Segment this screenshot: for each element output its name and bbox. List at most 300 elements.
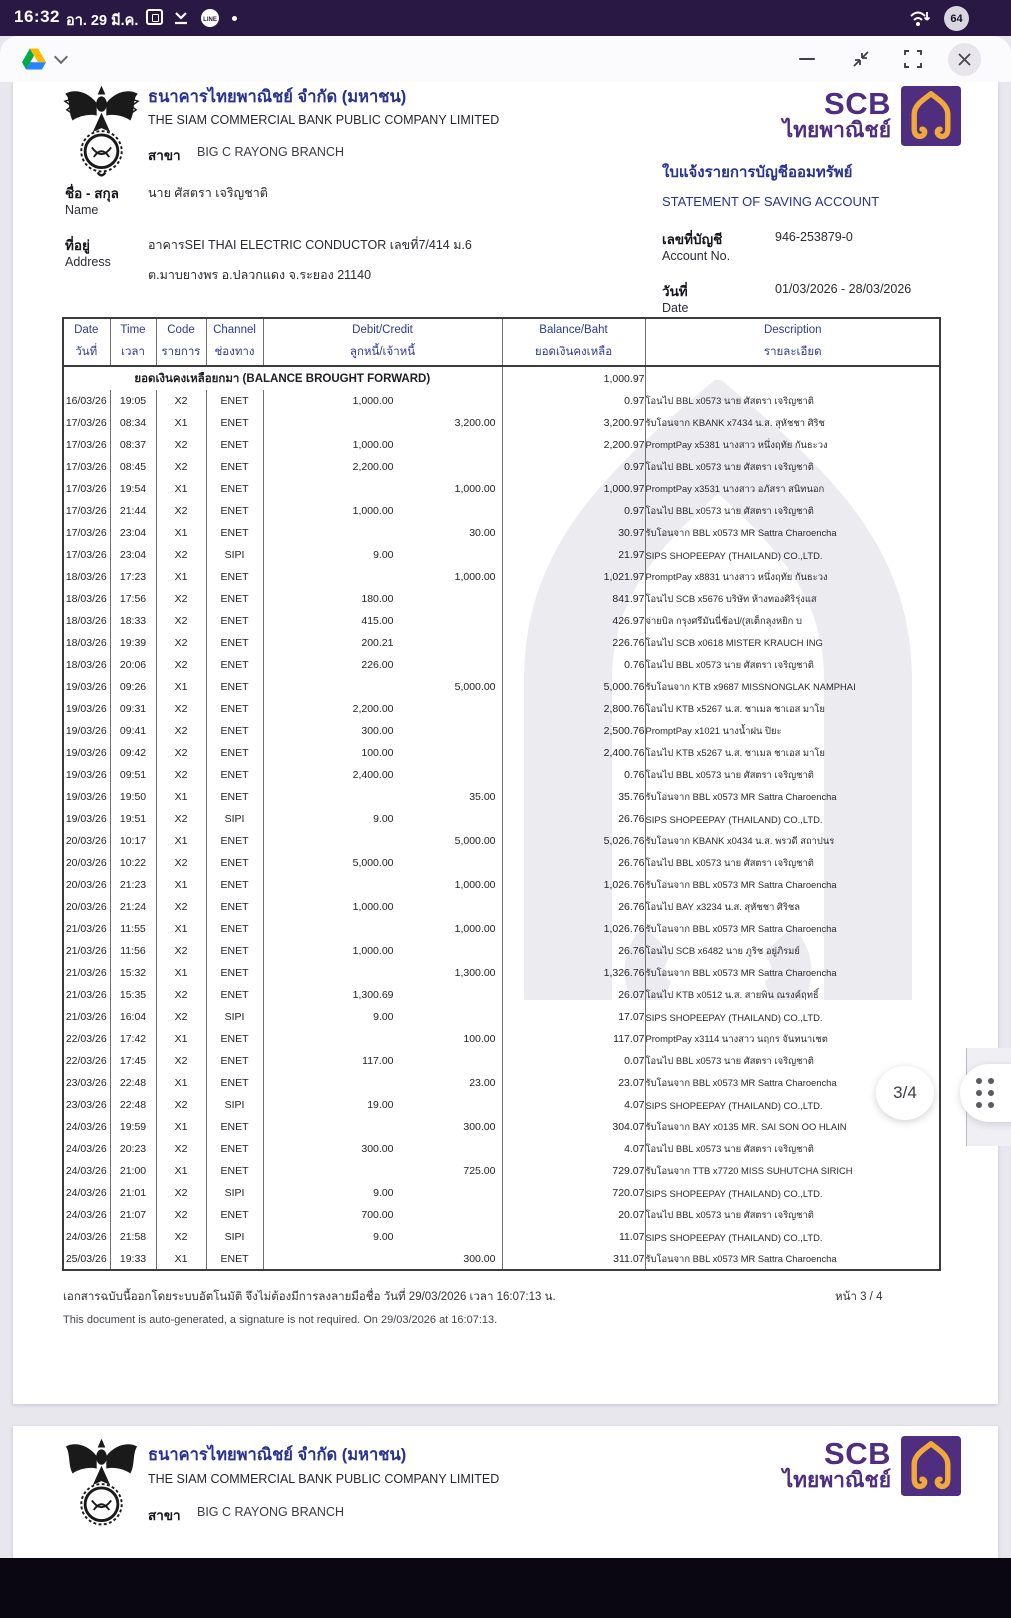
cell-channel: ENET [206, 764, 263, 786]
cell-description: รับโอนจาก KBANK x0434 น.ส. พรวดี สถาปนร [645, 830, 940, 852]
cell-debit-credit: 1,000.00 [263, 478, 502, 500]
cell-code: X2 [156, 632, 206, 654]
cell-date: 24/03/26 [65, 1187, 107, 1199]
notification-dot [232, 16, 237, 21]
cell-date: 19/03/26 [65, 813, 107, 825]
cell-time: 08:34 [110, 412, 156, 434]
cell-date: 22/03/26 [65, 1033, 107, 1045]
battery-level: 64 [944, 6, 969, 31]
statement-title-thai: ใบแจ้งรายการบัญชีออมทรัพย์ [662, 164, 853, 181]
cell-description: รับโอนจาก BBL x0573 MR Sattra Charoencha [645, 962, 940, 984]
footer-note-thai: เอกสารฉบับนี้ออกโดยระบบอัตโนมัติ จึงไม่ต้องมีการลงลายมือชื่อ วันที่ 29/03/2026 เวลา 16:07:13 น. [63, 1291, 556, 1303]
cell-description: SIPS SHOPEEPAY (THAILAND) CO.,LTD. [645, 1006, 940, 1028]
cell-balance: 720.07 [502, 1182, 645, 1204]
cell-debit-credit: 2,400.00 [263, 764, 502, 786]
cell-time: 11:55 [110, 918, 156, 940]
cell-date: 21/03/26 [65, 1011, 107, 1023]
cell-debit-credit: 1,000.00 [263, 896, 502, 918]
cell-time: 15:35 [110, 984, 156, 1006]
close-button[interactable] [948, 43, 981, 76]
cell-code: X2 [156, 654, 206, 676]
transaction-row [63, 412, 940, 434]
drive-app-menu[interactable] [22, 45, 84, 73]
cell-debit-credit: 117.00 [263, 1050, 502, 1072]
cell-channel: ENET [206, 1050, 263, 1072]
cell-channel: ENET [206, 610, 263, 632]
cell-code: X1 [156, 918, 206, 940]
cell-code: X1 [156, 478, 206, 500]
transaction-row [63, 852, 940, 874]
cell-description: โอนไป BBL x0573 นาย ศัสตรา เจริญชาติ [645, 1050, 940, 1072]
cell-code: X1 [156, 676, 206, 698]
cell-channel: SIPI [206, 1226, 263, 1248]
cell-date: 18/03/26 [65, 659, 107, 671]
cell-date: 18/03/26 [65, 637, 107, 649]
transaction-row [63, 1028, 940, 1050]
minimize-button[interactable] [792, 46, 822, 72]
cell-time: 19:33 [110, 1248, 156, 1270]
footer-note-english: This document is auto-generated, a signature is not required. On 29/03/2026 at 16:07:13. [63, 1314, 498, 1326]
cell-date: 16/03/26 [65, 395, 107, 407]
transaction-row [63, 522, 940, 544]
transaction-row [63, 544, 940, 566]
date-label-english: Date [662, 301, 689, 315]
transactions-body [63, 366, 940, 1270]
transaction-row [63, 478, 940, 500]
transaction-row [63, 720, 940, 742]
account-number: 946-253879-0 [775, 230, 853, 244]
cell-balance: 1,000.97 [502, 478, 645, 500]
cell-code: X1 [156, 786, 206, 808]
cell-description: โอนไป BBL x0573 นาย ศัสตรา เจริญชาติ [645, 654, 940, 676]
cell-debit-credit: 2,200.00 [263, 456, 502, 478]
cell-channel: ENET [206, 1028, 263, 1050]
cell-balance: 35.76 [502, 786, 645, 808]
cell-code: X2 [156, 720, 206, 742]
cell-balance: 26.76 [502, 808, 645, 830]
cell-debit-credit: 9.00 [263, 808, 502, 830]
cell-channel: ENET [206, 918, 263, 940]
cell-balance: 2,200.97 [502, 434, 645, 456]
transaction-row [63, 1006, 940, 1028]
cell-balance: 0.97 [502, 390, 645, 412]
cell-channel: ENET [206, 390, 263, 412]
cell-date: 25/03/26 [65, 1253, 107, 1265]
status-date: อา. 29 มี.ค. [66, 13, 139, 29]
cell-time: 10:17 [110, 830, 156, 852]
transaction-row [63, 390, 940, 412]
transaction-row [63, 1226, 940, 1248]
cell-channel: ENET [206, 1138, 263, 1160]
cell-balance: 304.07 [502, 1116, 645, 1138]
cell-code: X2 [156, 1050, 206, 1072]
status-time: 16:32 [14, 7, 60, 26]
cell-description: PromptPay x8831 นางสาว หนึ่งฤทัย กันธะวง [645, 566, 940, 588]
line-notification-icon [200, 8, 220, 28]
svg-text:LINE: LINE [203, 17, 217, 23]
cell-debit-credit: 35.00 [263, 786, 502, 808]
column-header: Debit/Credit ลูกหนี้/เจ้าหนี้ [263, 318, 502, 366]
cell-balance: 21.97 [502, 544, 645, 566]
transaction-row [63, 434, 940, 456]
cell-description: จ่ายบิล กรุงศรีมันนี่ช้อป/(สเต็กลุงหยิก บ [645, 610, 940, 632]
cell-time: 21:24 [110, 896, 156, 918]
cell-balance: 841.97 [502, 588, 645, 610]
address-line-2: ต.มาบยางพร อ.ปลวกแดง จ.ระยอง 21140 [148, 268, 372, 282]
cell-channel: ENET [206, 522, 263, 544]
cell-code: X1 [156, 962, 206, 984]
cell-balance: 26.07 [502, 984, 645, 1006]
cell-time: 19:50 [110, 786, 156, 808]
statement-date-range: 01/03/2026 - 28/03/2026 [775, 282, 912, 296]
cell-debit-credit: 100.00 [263, 742, 502, 764]
cell-date: 18/03/26 [65, 593, 107, 605]
cell-time: 23:04 [110, 522, 156, 544]
cell-balance: 4.07 [502, 1138, 645, 1160]
cell-date: 21/03/26 [65, 945, 107, 957]
cell-date: 21/03/26 [65, 923, 107, 935]
cell-debit-credit: 300.00 [263, 1138, 502, 1160]
cell-code: X2 [156, 808, 206, 830]
cell-channel: ENET [206, 874, 263, 896]
transaction-row [63, 962, 940, 984]
transaction-row [63, 764, 940, 786]
cell-channel: ENET [206, 654, 263, 676]
cell-code: X2 [156, 896, 206, 918]
cell-date: 17/03/26 [65, 549, 107, 561]
cell-channel: ENET [206, 1204, 263, 1226]
cell-date: 18/03/26 [65, 571, 107, 583]
cell-time: 09:41 [110, 720, 156, 742]
transaction-row [63, 918, 940, 940]
table-header-row [63, 318, 940, 366]
column-header: Channel ช่องทาง [206, 318, 263, 366]
transactions-table [63, 318, 940, 1270]
cell-debit-credit: 3,200.00 [263, 412, 502, 434]
cell-channel: SIPI [206, 808, 263, 830]
cell-description: โอนไป KTB x5267 น.ส. ชาเมล ชาเอส มาโย [645, 742, 940, 764]
cell-code: X1 [156, 1116, 206, 1138]
cell-time: 08:45 [110, 456, 156, 478]
cell-code: X1 [156, 830, 206, 852]
cell-debit-credit: 1,000.00 [263, 566, 502, 588]
cell-code: X2 [156, 500, 206, 522]
cell-code: X2 [156, 742, 206, 764]
cell-time: 17:56 [110, 588, 156, 610]
transaction-row [63, 808, 940, 830]
transaction-row [63, 830, 940, 852]
transaction-row [63, 632, 940, 654]
cell-debit-credit: 5,000.00 [263, 676, 502, 698]
cell-channel: ENET [206, 720, 263, 742]
cell-description: โอนไป BBL x0573 นาย ศัสตรา เจริญชาติ [645, 390, 940, 412]
cell-debit-credit: 9.00 [263, 1006, 502, 1028]
cell-time: 09:42 [110, 742, 156, 764]
cell-balance: 26.76 [502, 940, 645, 962]
cell-debit-credit: 1,000.00 [263, 918, 502, 940]
cell-balance: 5,026.76 [502, 830, 645, 852]
cell-balance: 4.07 [502, 1094, 645, 1116]
cell-debit-credit: 180.00 [263, 588, 502, 610]
scb-wordmark: SCB ไทยพาณิชย์ [782, 1436, 891, 1492]
cell-debit-credit: 5,000.00 [263, 852, 502, 874]
cell-debit-credit: 1,000.00 [263, 390, 502, 412]
fullscreen-button[interactable] [898, 46, 928, 72]
bank-name-thai: ธนาคารไทยพาณิชย์ จำกัด (มหาชน) [148, 1446, 407, 1464]
cell-code: X1 [156, 1160, 206, 1182]
date-label-thai: วันที่ [662, 284, 688, 299]
customer-name: นาย ศัสตรา เจริญชาติ [148, 186, 268, 200]
cell-balance: 26.76 [502, 896, 645, 918]
cell-description: PromptPay x5381 นางสาว หนึ่งฤทัย กันธะวง [645, 434, 940, 456]
cell-date: 21/03/26 [65, 989, 107, 1001]
cell-time: 15:32 [110, 962, 156, 984]
cell-debit-credit: 226.00 [263, 654, 502, 676]
transaction-row [63, 786, 940, 808]
cell-debit-credit: 1,300.69 [263, 984, 502, 1006]
cell-debit-credit: 19.00 [263, 1094, 502, 1116]
cell-time: 19:59 [110, 1116, 156, 1138]
transaction-row [63, 698, 940, 720]
wifi-calling-icon [908, 8, 932, 28]
cell-balance: 1,326.76 [502, 962, 645, 984]
cell-code: X2 [156, 698, 206, 720]
chevron-down-icon [54, 50, 68, 64]
cell-description: PromptPay x3114 นางสาว นฤกร จันทนาเชต [645, 1028, 940, 1050]
document-viewport [0, 82, 1011, 1558]
address-label-thai: ที่อยู่ [65, 238, 90, 253]
cell-balance: 2,400.76 [502, 742, 645, 764]
cell-code: X2 [156, 1006, 206, 1028]
cell-debit-credit: 2,200.00 [263, 698, 502, 720]
cell-description: โอนไป KTB x0512 น.ส. สายพิน ณรงค์ฤทธิ์ [645, 984, 940, 1006]
cell-channel: ENET [206, 478, 263, 500]
cell-date: 17/03/26 [65, 417, 107, 429]
transaction-row [63, 1094, 940, 1116]
cell-channel: ENET [206, 676, 263, 698]
garuda-emblem [63, 1438, 140, 1532]
cell-description: SIPS SHOPEEPAY (THAILAND) CO.,LTD. [645, 1226, 940, 1248]
cell-debit-credit: 9.00 [263, 544, 502, 566]
download-done-icon [172, 10, 190, 26]
brought-forward-balance: 1,000.97 [502, 366, 645, 390]
cell-code: X1 [156, 1072, 206, 1094]
cell-description: โอนไป SCB x5676 บริษัท ห้างทองศิริรุ่งแส [645, 588, 940, 610]
transaction-row [63, 610, 940, 632]
cell-channel: ENET [206, 830, 263, 852]
cell-date: 17/03/26 [65, 527, 107, 539]
cell-balance: 426.97 [502, 610, 645, 632]
cell-time: 21:23 [110, 874, 156, 896]
cell-code: X2 [156, 390, 206, 412]
cell-debit-credit: 1,300.00 [263, 962, 502, 984]
cell-balance: 23.07 [502, 1072, 645, 1094]
cell-debit-credit: 9.00 [263, 1182, 502, 1204]
cell-description: SIPS SHOPEEPAY (THAILAND) CO.,LTD. [645, 544, 940, 566]
cell-balance: 1,026.76 [502, 874, 645, 896]
cell-time: 11:56 [110, 940, 156, 962]
cell-time: 21:00 [110, 1160, 156, 1182]
cell-channel: ENET [206, 1116, 263, 1138]
cell-debit-credit: 700.00 [263, 1204, 502, 1226]
bank-name-thai: ธนาคารไทยพาณิชย์ จำกัด (มหาชน) [148, 88, 407, 106]
cell-channel: ENET [206, 456, 263, 478]
cell-description: รับโอนจาก BBL x0573 MR Sattra Charoencha [645, 1248, 940, 1270]
cell-balance: 0.76 [502, 654, 645, 676]
transaction-row [63, 1116, 940, 1138]
cell-debit-credit: 9.00 [263, 1226, 502, 1248]
cell-balance: 26.76 [502, 852, 645, 874]
transaction-row [63, 1204, 940, 1226]
cell-code: X1 [156, 874, 206, 896]
transaction-row [63, 676, 940, 698]
cell-balance: 20.07 [502, 1204, 645, 1226]
branch-name: BIG C RAYONG BRANCH [197, 145, 345, 159]
bank-name-english: THE SIAM COMMERCIAL BANK PUBLIC COMPANY LIMITED [148, 1472, 500, 1486]
cell-balance: 1,026.76 [502, 918, 645, 940]
scb-logo-thai-text: ไทยพาณิชย์ [782, 119, 891, 142]
cell-debit-credit: 200.21 [263, 632, 502, 654]
cell-time: 17:42 [110, 1028, 156, 1050]
cell-debit-credit: 415.00 [263, 610, 502, 632]
cell-date: 19/03/26 [65, 681, 107, 693]
cell-description: SIPS SHOPEEPAY (THAILAND) CO.,LTD. [645, 808, 940, 830]
cell-balance: 3,200.97 [502, 412, 645, 434]
column-header: Date วันที่ [63, 318, 110, 366]
cell-time: 21:44 [110, 500, 156, 522]
cell-date: 17/03/26 [65, 461, 107, 473]
transaction-row [63, 1160, 940, 1182]
cell-channel: SIPI [206, 1182, 263, 1204]
cell-debit-credit: 1,000.00 [263, 874, 502, 896]
cell-code: X2 [156, 764, 206, 786]
column-header: Description รายละเอียด [645, 318, 940, 366]
cell-description: โอนไป KTB x5267 น.ส. ชาเมล ชาเอส มาโย [645, 698, 940, 720]
cell-channel: ENET [206, 896, 263, 918]
restore-down-button[interactable] [846, 46, 876, 72]
cell-description: SIPS SHOPEEPAY (THAILAND) CO.,LTD. [645, 1094, 940, 1116]
cell-balance: 2,800.76 [502, 698, 645, 720]
transaction-row [63, 1050, 940, 1072]
branch-label: สาขา [148, 148, 181, 163]
scb-logo-text: SCB [824, 86, 891, 121]
cell-channel: ENET [206, 852, 263, 874]
cell-description: โอนไป BBL x0573 นาย ศัสตรา เจริญชาติ [645, 456, 940, 478]
cell-channel: ENET [206, 786, 263, 808]
cell-time: 20:23 [110, 1138, 156, 1160]
brought-forward-label: ยอดเงินคงเหลือยกมา (BALANCE BROUGHT FORWARD) [134, 372, 431, 385]
transaction-row [63, 1072, 940, 1094]
cell-description: โอนไป SCB x6482 นาย ภูริช อยู่ภิรมย์ [645, 940, 940, 962]
cell-debit-credit: 1,000.00 [263, 940, 502, 962]
cell-date: 20/03/26 [65, 857, 107, 869]
cell-date: 19/03/26 [65, 725, 107, 737]
address-line-1: อาคารSEI THAI ELECTRIC CONDUCTOR เลขที่7/414 ม.6 [148, 238, 472, 252]
cell-date: 24/03/26 [65, 1121, 107, 1133]
cell-description: รับโอนจาก BBL x0573 MR Sattra Charoencha [645, 522, 940, 544]
cell-debit-credit: 725.00 [263, 1160, 502, 1182]
cell-debit-credit: 300.00 [263, 1248, 502, 1270]
cell-time: 22:48 [110, 1072, 156, 1094]
cell-debit-credit: 300.00 [263, 720, 502, 742]
cell-channel: ENET [206, 940, 263, 962]
scb-logo-mark [901, 1436, 961, 1496]
cell-description: PromptPay x1021 นางน้ำฝน ปิยะ [645, 720, 940, 742]
cell-channel: ENET [206, 698, 263, 720]
cell-time: 16:04 [110, 1006, 156, 1028]
cell-balance: 5,000.76 [502, 676, 645, 698]
cell-balance: 311.07 [502, 1248, 645, 1270]
cell-time: 17:23 [110, 566, 156, 588]
cell-channel: ENET [206, 1248, 263, 1270]
cell-code: X2 [156, 1138, 206, 1160]
transaction-row [63, 742, 940, 764]
cell-channel: ENET [206, 742, 263, 764]
cell-channel: ENET [206, 962, 263, 984]
cell-date: 24/03/26 [65, 1165, 107, 1177]
transaction-row [63, 500, 940, 522]
cell-description: รับโอนจาก BAY x0135 MR. SAI SON OO HLAIN [645, 1116, 940, 1138]
cell-channel: SIPI [206, 1006, 263, 1028]
cell-channel: SIPI [206, 1094, 263, 1116]
cell-channel: ENET [206, 566, 263, 588]
cell-date: 23/03/26 [65, 1099, 107, 1111]
transaction-row [63, 1138, 940, 1160]
cell-code: X1 [156, 1248, 206, 1270]
transaction-row [63, 896, 940, 918]
branch-label: สาขา [148, 1508, 181, 1523]
cell-time: 09:31 [110, 698, 156, 720]
cell-code: X2 [156, 610, 206, 632]
cell-balance: 1,021.97 [502, 566, 645, 588]
cell-channel: ENET [206, 500, 263, 522]
cell-date: 24/03/26 [65, 1231, 107, 1243]
cell-description: รับโอนจาก TTB x7720 MISS SUHUTCHA SIRICH [645, 1160, 940, 1182]
scb-logo-mark [901, 86, 961, 146]
cell-time: 08:37 [110, 434, 156, 456]
cell-date: 19/03/26 [65, 703, 107, 715]
transaction-row [63, 588, 940, 610]
cell-code: X2 [156, 1182, 206, 1204]
cell-description: โอนไป BAY x3234 น.ส. สุหัชชา ศิริชล [645, 896, 940, 918]
cell-debit-credit: 100.00 [263, 1028, 502, 1050]
google-drive-icon [22, 48, 46, 70]
cell-time: 19:05 [110, 390, 156, 412]
cell-date: 20/03/26 [65, 901, 107, 913]
branch-name: BIG C RAYONG BRANCH [197, 1505, 345, 1519]
cell-time: 19:39 [110, 632, 156, 654]
cell-time: 20:06 [110, 654, 156, 676]
cell-code: X2 [156, 940, 206, 962]
cell-description: โอนไป BBL x0573 นาย ศัสตรา เจริญชาติ [645, 1204, 940, 1226]
statement-page-3 [13, 82, 998, 1404]
cell-time: 19:51 [110, 808, 156, 830]
cell-time: 21:58 [110, 1226, 156, 1248]
cell-channel: SIPI [206, 544, 263, 566]
cell-code: X2 [156, 544, 206, 566]
cell-date: 22/03/26 [65, 1055, 107, 1067]
screenshot-icon [146, 9, 163, 25]
cell-debit-credit: 300.00 [263, 1116, 502, 1138]
drag-handle-button[interactable] [960, 1064, 1011, 1122]
app-window-titlebar [0, 36, 1011, 82]
cell-balance: 30.97 [502, 522, 645, 544]
column-header: Time เวลา [110, 318, 156, 366]
page-number-label: หน้า 3 / 4 [835, 1291, 883, 1303]
cell-balance: 2,500.76 [502, 720, 645, 742]
cell-time: 10:22 [110, 852, 156, 874]
cell-balance: 117.07 [502, 1028, 645, 1050]
